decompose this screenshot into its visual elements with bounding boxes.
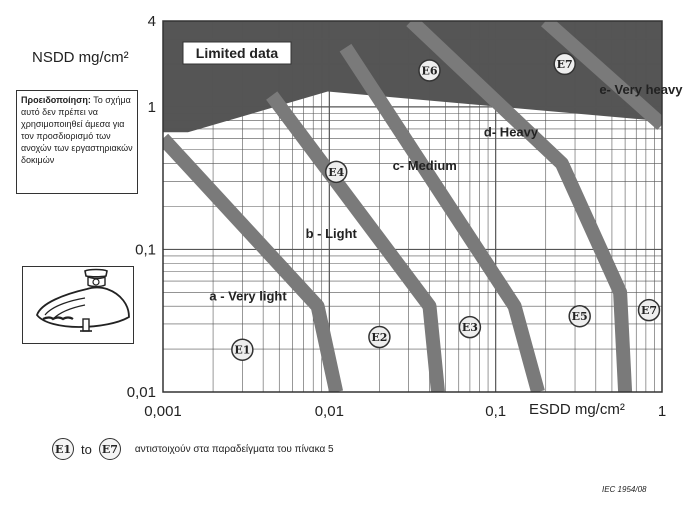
y-tick-label: 0,01 (126, 384, 156, 401)
x-tick-label: 1 (657, 403, 667, 420)
iec-reference: IEC 1954/08 (602, 485, 647, 494)
x-tick-label: 0,001 (144, 403, 182, 420)
example-e1-symbol: E1 (52, 438, 74, 460)
example-label: E7 (640, 304, 658, 318)
to-word: to (81, 441, 92, 457)
insulator-illustration (22, 266, 134, 344)
example-e7-symbol: E7 (99, 438, 121, 460)
example-label: E4 (328, 165, 345, 179)
x-axis-label: ESDD mg/cm² (529, 401, 625, 418)
example-label: E3 (461, 321, 478, 335)
limited-data-area (163, 21, 662, 132)
warning-text: Το σχήμα αυτό δεν πρέπει να χρησιμοποιηθεί άμεσα για τον προσδιορισμό των ανοχών των εργαστηριακών δοκιμών (21, 95, 133, 165)
footer-note: αντιστοιχούν στα παραδείγματα του πίνακα 5 (134, 443, 334, 455)
limited-data-label-group (183, 42, 291, 64)
y-tick-label: 4 (147, 13, 156, 30)
example-label: E6 (421, 64, 438, 78)
limited-data-region (163, 21, 662, 132)
band-label: e- Very heavy (599, 82, 683, 98)
limited-data-label: Limited data (195, 45, 279, 61)
insulator-icon (23, 267, 133, 343)
y-tick-label: 1 (147, 98, 156, 116)
example-label: E5 (571, 310, 588, 324)
footer-legend (52, 436, 334, 462)
x-tick-label: 0,01 (314, 403, 344, 420)
y-tick-label: 0,1 (135, 241, 156, 259)
band-label: d- Heavy (483, 124, 539, 140)
y-axis-label: NSDD mg/cm² (32, 49, 129, 66)
example-label: E1 (234, 343, 251, 357)
example-label: E7 (556, 57, 573, 71)
warning-title: Προειδοποίηση: (21, 95, 91, 105)
warning-note (16, 90, 138, 194)
x-tick-label: 0,1 (485, 403, 507, 420)
band-label: c- Medium (392, 158, 457, 174)
band-label: b - Light (305, 226, 357, 242)
example-label: E2 (371, 331, 388, 345)
band-label: a - Very light (209, 288, 287, 304)
